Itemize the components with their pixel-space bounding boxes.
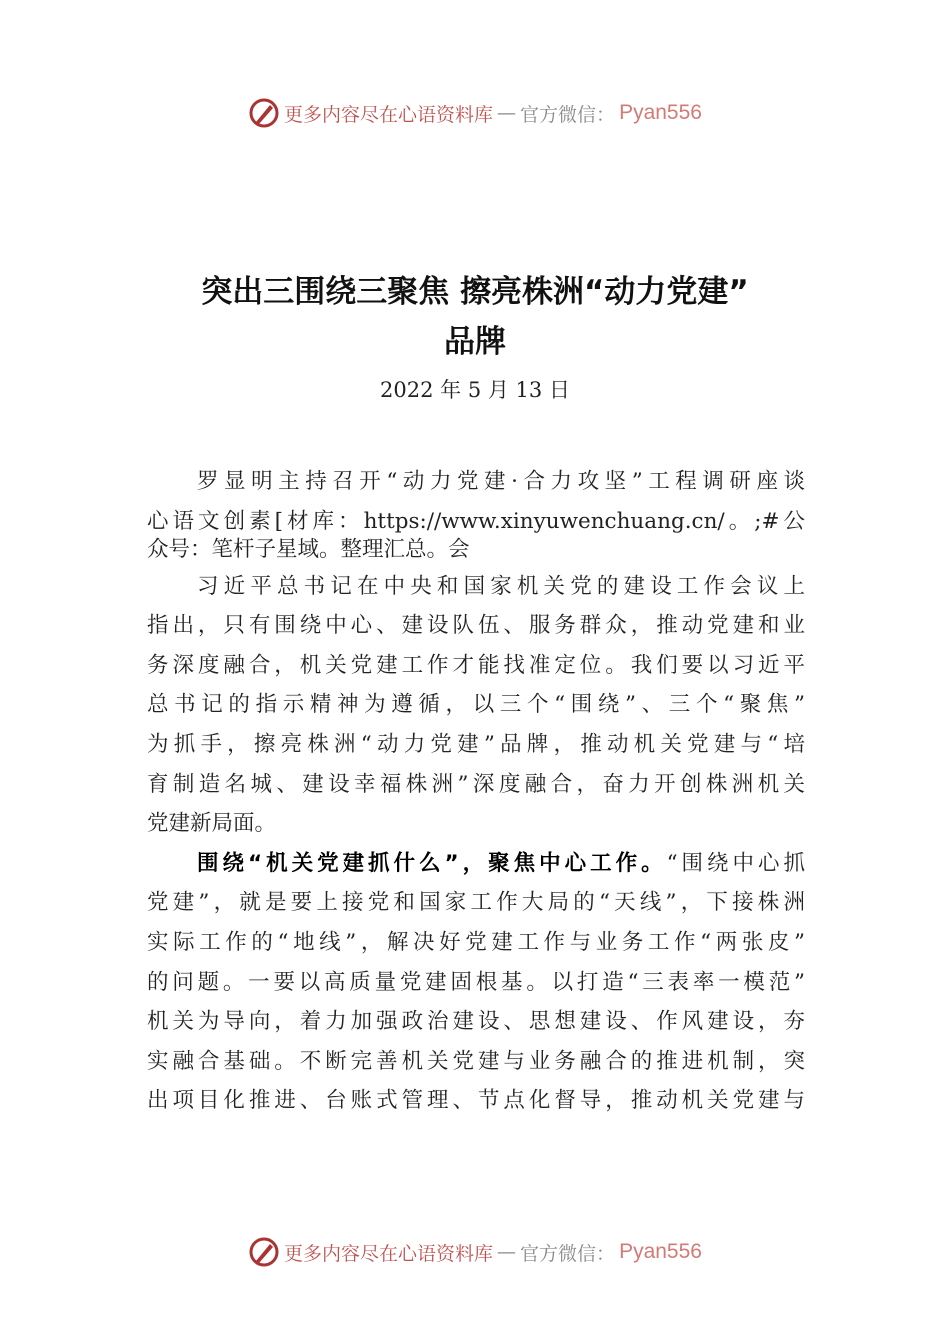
paragraph-line: 实际工作的“地线”，解决好党建工作与业务工作“两张皮” xyxy=(147,929,805,955)
paragraph-line: 务深度融合，机关党建工作才能找准定位。我们要以习近平 xyxy=(147,652,805,678)
pen-logo-icon xyxy=(248,97,280,129)
watermark-label: 官方微信： xyxy=(520,1242,616,1265)
paragraph-line: 指出，只有围绕中心、建设队伍、服务群众，推动党建和业 xyxy=(147,613,805,639)
paragraph-line: 的问题。一要以高质量党建固根基。以打造“三表率一模范” xyxy=(147,969,805,995)
paragraph-line: 党建新局面。 xyxy=(147,811,277,837)
paragraph-line: 总书记的指示精神为遵循，以三个“围绕”、三个“聚焦” xyxy=(147,692,805,718)
paragraph-line: 众号：笔杆子星域。整理汇总。会 xyxy=(147,536,470,562)
paragraph-line: 育制造名城、建设幸福株洲”深度融合，奋力开创株洲机关 xyxy=(147,771,805,797)
watermark-text: 更多内容尽在心语资料库 xyxy=(284,1242,494,1265)
paragraph-line: 出项目化推进、台账式管理、节点化督导，推动机关党建与 xyxy=(147,1088,805,1114)
watermark-id: Pyan556 xyxy=(619,1240,702,1263)
watermark-dash: — xyxy=(497,1241,517,1263)
paragraph-line: 心语文创素[材库：https://www.xinyuwenchuang.cn/。;#公 xyxy=(147,508,805,534)
page-title-line1: 突出三围绕三聚焦 擦亮株洲“动力党建” xyxy=(201,274,749,310)
watermark-label: 官方微信： xyxy=(520,103,616,126)
section-heading: 围绕“机关党建抓什么”，聚焦中心工作。 xyxy=(197,850,667,876)
date: 2022 年 5 月 13 日 xyxy=(380,378,570,402)
watermark-footer xyxy=(0,1232,950,1272)
paragraph-line: 党建”，就是要上接党和国家工作大局的“天线”，下接株洲 xyxy=(147,890,805,916)
page-title-line2: 品牌 xyxy=(444,324,506,360)
document-body xyxy=(147,462,805,1121)
paragraph-line: 习近平总书记在中央和国家机关党的建设工作会议上 xyxy=(197,573,805,599)
watermark-header xyxy=(0,93,950,133)
paragraph-line: 为抓手，擦亮株洲“动力党建”品牌，推动机关党建与“培 xyxy=(147,731,805,757)
watermark-text: 更多内容尽在心语资料库 xyxy=(284,103,494,126)
paragraph-line: 机关为导向，着力加强政治建设、思想建设、作风建设，夯 xyxy=(147,1009,805,1035)
watermark-dash: — xyxy=(497,102,517,124)
paragraph-line: 实融合基础。不断完善机关党建与业务融合的推进机制，突 xyxy=(147,1048,805,1074)
paragraph-line xyxy=(147,844,805,884)
watermark-id: Pyan556 xyxy=(619,101,702,124)
paragraph-text: “围绕中心抓 xyxy=(666,850,805,876)
paragraph-line: 罗显明主持召开“动力党建·合力攻坚”工程调研座谈 xyxy=(197,469,805,494)
pen-logo-icon xyxy=(248,1236,280,1268)
